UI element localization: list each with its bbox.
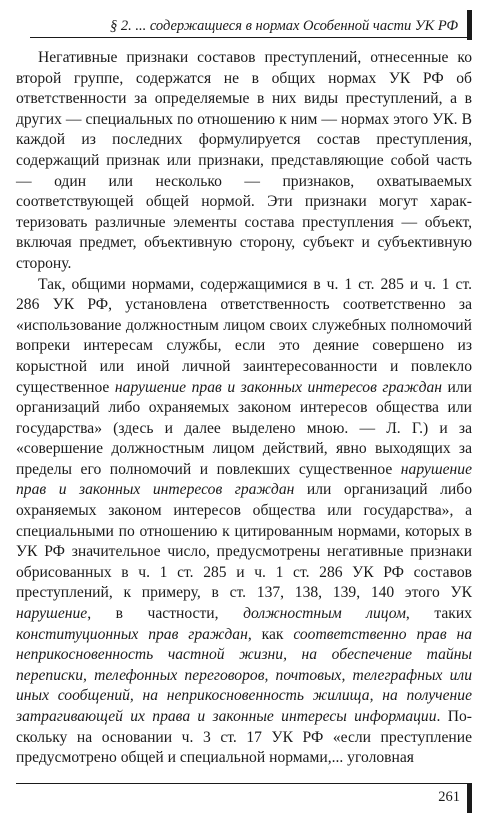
text-run: или организаций либо охраняемых законом интересов общества или государства», а специальными по отношению к цитированным нормами, которых в УК РФ значительное число, предусмотрены негативные признаки обрисованных в ч. 1 ст. 285 и ч. 1 ст. 286 УК РФ составов преступлений, к примеру, в ст. 137, 138, 139, 140 этого УК xyxy=(16,481,473,602)
emphasized-text: нарушение xyxy=(16,605,88,623)
text-run: . Поскольку на основании ч. 3 ст. 17 УК РФ «если преступление предусмотрено общей и специальной нормами,... уголовная xyxy=(16,708,472,767)
body-text xyxy=(16,48,472,769)
text-run: Негативные признаки составов преступлений, отнесенные ко второй группе, содержатся не в общих нормах УК РФ об ответственности за определяемые в них виды преступлений, а в других — специальных по отношению к ним — нормах этого УК. В каждой из последних формулируется состав преступления, содержащий признак или признаки, представляющие собой часть — один или несколько — признаков, охватываемых соответствующей общей нормой. Эти признаки могут характеризовать различные элементы состава преступления — объект, включая предмет, объективную сторону, субъект и субъективную сторону. xyxy=(16,49,472,272)
emphasized-text: конституционных прав граждан xyxy=(16,625,248,643)
emphasized-text: соответственно прав на неприкосновенность частной жизни, на обеспечение тайны переписки, телефонных переговоров, почтовых, телеграфных или иных сообщений, на неприкосновенность жилища, на получение затрагивающей их права и законные интересы информации xyxy=(16,625,472,725)
running-title: § 2. ... содержащиеся в нормах Особенной части УК РФ xyxy=(109,18,458,34)
text-run: Так, общими нормами, содержащимися в ч. 1 ст. 285 и ч. 1 ст. 286 УК РФ, установлена ответственность соответственно за «использование должностным лицом своих служебных полномочий вопреки интересам службы, если это деяние совершено из корыстной или иной личной заинтересованности и повлекло существенное xyxy=(16,275,472,396)
emphasized-text: нарушение прав и законных интересов граждан xyxy=(16,460,472,499)
footer-bar xyxy=(467,783,472,813)
text-run: или организаций либо охраняемых законом интересов общества или государства» (здесь и далее выделено мною. — Л. Г.) и за «совершение должностным лицом действий, явно выходящих за пределы его полномочий и повлекших существенное xyxy=(16,378,473,478)
running-header xyxy=(30,14,472,38)
page-number: 261 xyxy=(438,789,460,805)
footer-rule xyxy=(16,783,472,784)
paragraph xyxy=(16,275,472,769)
text-run: , как xyxy=(247,625,294,643)
text-run: , в частности, xyxy=(87,605,244,623)
emphasized-text: должностным лицом xyxy=(243,605,406,623)
text-run: , таких xyxy=(405,605,472,623)
header-bar xyxy=(467,10,472,40)
emphasized-text: нарушение прав и законных интересов граждан xyxy=(114,378,442,396)
paragraph xyxy=(16,48,472,275)
